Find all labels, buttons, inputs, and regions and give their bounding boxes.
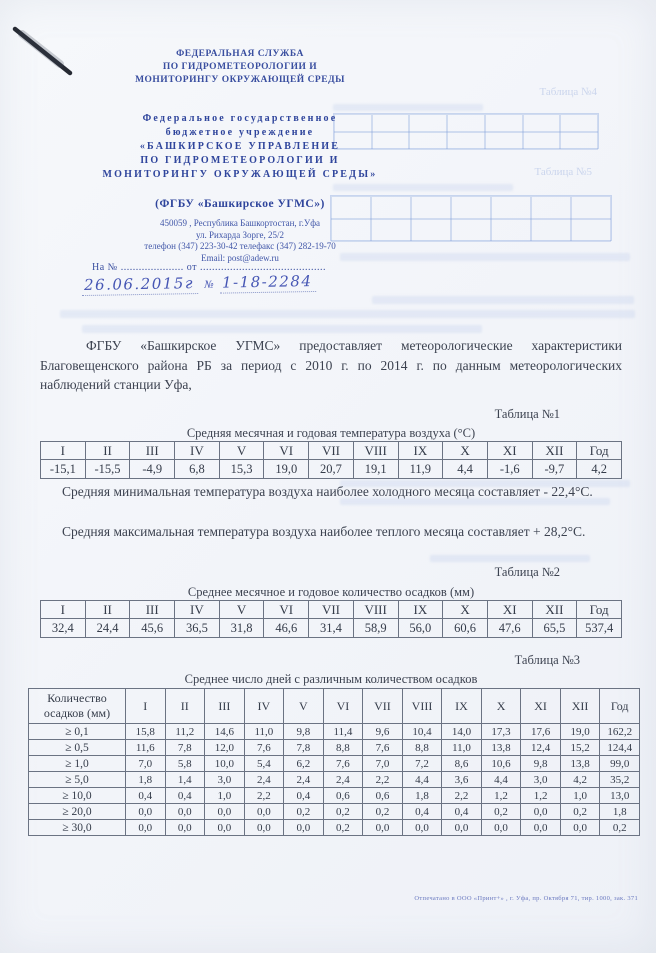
value-cell: 24,4 [85, 619, 130, 638]
letterhead-agency-line: ПО ГИДРОМЕТЕОРОЛОГИИ И [162, 62, 318, 72]
row-label-cell: ≥ 20,0 [29, 804, 126, 820]
value-cell: 19,0 [264, 460, 309, 479]
letterhead-org-abbreviation: (ФГБУ «Башкирское УГМС») [155, 198, 325, 210]
value-cell: 7,0 [363, 756, 403, 772]
month-header-cell: VI [264, 601, 309, 619]
month-header-cell: VII [309, 442, 354, 460]
value-cell: 1,8 [126, 772, 166, 788]
letterhead-address [60, 218, 420, 264]
row-label-cell: ≥ 0,1 [29, 724, 126, 740]
month-header-cell: VI [264, 442, 309, 460]
value-cell: 46,6 [264, 619, 309, 638]
value-cell: 162,2 [600, 724, 640, 740]
value-cell: 0,0 [521, 804, 561, 820]
value-cell: -15,5 [85, 460, 130, 479]
value-cell: 5,8 [165, 756, 205, 772]
month-header-cell: XI [521, 689, 561, 724]
value-cell: 11,2 [165, 724, 205, 740]
bleedthrough-line [430, 555, 590, 562]
value-cell: 2,4 [244, 772, 284, 788]
value-cell: 2,4 [323, 772, 363, 788]
month-header-cell: II [165, 689, 205, 724]
row-label-cell: ≥ 0,5 [29, 740, 126, 756]
value-cell: 99,0 [600, 756, 640, 772]
value-cell: 0,0 [284, 820, 324, 836]
value-cell: 0,4 [126, 788, 166, 804]
precipitation-days-table [28, 688, 640, 836]
month-header-cell: XI [487, 601, 532, 619]
value-cell: 3,6 [442, 772, 482, 788]
table2-caption: Среднее месячное и годовое количество осадков (мм) [187, 585, 475, 599]
value-cell: 124,4 [600, 740, 640, 756]
value-cell: 0,0 [126, 804, 166, 820]
value-cell: 17,6 [521, 724, 561, 740]
value-cell: 0,2 [600, 820, 640, 836]
number-sign: № [204, 279, 214, 291]
month-header-cell: VII [363, 689, 403, 724]
value-cell: 15,2 [560, 740, 600, 756]
month-header-cell: VI [323, 689, 363, 724]
value-cell: 11,9 [398, 460, 443, 479]
value-cell: 31,4 [309, 619, 354, 638]
value-cell: 1,2 [521, 788, 561, 804]
month-header-cell: I [41, 601, 86, 619]
value-cell: 11,0 [244, 724, 284, 740]
value-cell: 32,4 [41, 619, 86, 638]
value-cell: 0,0 [126, 820, 166, 836]
value-cell: 4,2 [577, 460, 622, 479]
table-row [29, 804, 640, 820]
intro-paragraph: ФГБУ «Башкирское УГМС» предоставляет метеорологические характеристики Благовещенского района РБ за период с 2010 г. по 2014 г. по данным метеорологических наблюдений станции Уфа, [40, 338, 622, 392]
value-cell: 0,0 [205, 804, 245, 820]
value-cell: 0,0 [205, 820, 245, 836]
value-cell: 0,0 [481, 820, 521, 836]
value-cell: 0,0 [165, 820, 205, 836]
value-cell: 13,8 [481, 740, 521, 756]
value-cell: 0,6 [323, 788, 363, 804]
value-cell: 0,0 [363, 820, 403, 836]
value-cell: 1,8 [600, 804, 640, 820]
value-cell: 31,8 [219, 619, 264, 638]
address-line: Email: post@adew.ru [201, 252, 279, 263]
month-header-cell: IV [175, 601, 220, 619]
table-row [29, 788, 640, 804]
value-cell: 11,0 [442, 740, 482, 756]
value-cell: 9,8 [284, 724, 324, 740]
value-cell: 0,4 [442, 804, 482, 820]
handwritten-date-number [82, 272, 317, 294]
value-cell: 4,4 [443, 460, 488, 479]
value-cell: 36,5 [175, 619, 220, 638]
bleedthrough-table4-label: Таблица №4 [539, 86, 597, 98]
table-row [29, 820, 640, 836]
value-cell: 65,5 [532, 619, 577, 638]
value-cell: 2,4 [284, 772, 324, 788]
value-cell: 7,6 [244, 740, 284, 756]
value-cell: 0,2 [323, 804, 363, 820]
month-header-cell: II [85, 442, 130, 460]
value-cell: 45,6 [130, 619, 175, 638]
value-row [41, 619, 622, 638]
month-header-cell: II [85, 601, 130, 619]
table-row [29, 740, 640, 756]
value-cell: 47,6 [487, 619, 532, 638]
value-cell: 2,2 [363, 772, 403, 788]
table1-label: Таблица №1 [494, 407, 560, 421]
value-cell: 13,0 [600, 788, 640, 804]
value-cell: 1,0 [560, 788, 600, 804]
value-cell: 4,4 [481, 772, 521, 788]
table-row [29, 756, 640, 772]
value-cell: 7,8 [165, 740, 205, 756]
row-label-cell: ≥ 1,0 [29, 756, 126, 772]
month-header-cell: I [41, 442, 86, 460]
value-cell: 15,3 [219, 460, 264, 479]
letterhead-agency-line: МОНИТОРИНГУ ОКРУЖАЮЩЕЙ СРЕДЫ [135, 75, 345, 85]
value-cell: 6,8 [175, 460, 220, 479]
bleedthrough-table5-label: Таблица №5 [534, 166, 592, 178]
table3-caption: Среднее число дней с различным количеством осадков [184, 672, 478, 686]
bleedthrough-line [372, 296, 634, 304]
reference-number-line: На № ..................... от .......................................... [92, 262, 326, 273]
value-cell: 7,6 [363, 740, 403, 756]
value-cell: 14,6 [205, 724, 245, 740]
month-header-cell: VIII [402, 689, 442, 724]
value-cell: 60,6 [443, 619, 488, 638]
table-row [29, 772, 640, 788]
value-cell: 8,8 [323, 740, 363, 756]
month-header-cell: VIII [353, 601, 398, 619]
address-line: 450059 , Республика Башкортостан, г.Уфа [159, 218, 321, 228]
value-cell: 537,4 [577, 619, 622, 638]
value-cell: 10,0 [205, 756, 245, 772]
header-row [29, 689, 640, 724]
month-header-cell: V [219, 442, 264, 460]
temperature-table [40, 441, 622, 479]
letterhead-org-line: МОНИТОРИНГУ ОКРУЖАЮЩЕЙ СРЕДЫ» [102, 169, 378, 180]
value-cell: 1,2 [481, 788, 521, 804]
month-header-cell: XI [487, 442, 532, 460]
value-cell: -1,6 [487, 460, 532, 479]
month-header-cell: VIII [353, 442, 398, 460]
value-cell: 20,7 [309, 460, 354, 479]
value-cell: 0,0 [442, 820, 482, 836]
value-cell: 7,2 [402, 756, 442, 772]
value-cell: 7,8 [284, 740, 324, 756]
value-cell: 0,4 [402, 804, 442, 820]
value-cell: 1,8 [402, 788, 442, 804]
value-cell: -15,1 [41, 460, 86, 479]
value-cell: 58,9 [353, 619, 398, 638]
value-cell: 0,0 [521, 820, 561, 836]
address-line: телефон (347) 223-30-42 телефакс (347) 282-19-70 [144, 241, 336, 251]
value-cell: 0,2 [560, 804, 600, 820]
value-cell: 56,0 [398, 619, 443, 638]
month-header-cell: XII [560, 689, 600, 724]
letterhead-org-line: ПО ГИДРОМЕТЕОРОЛОГИИ И [140, 155, 340, 166]
value-cell: 0,0 [244, 804, 284, 820]
precipitation-table [40, 600, 622, 638]
month-header-cell: X [481, 689, 521, 724]
value-cell: 3,0 [205, 772, 245, 788]
value-cell: 11,6 [126, 740, 166, 756]
bleedthrough-line [333, 184, 513, 191]
value-cell: 10,6 [481, 756, 521, 772]
value-cell: 13,8 [560, 756, 600, 772]
table2-label: Таблица №2 [494, 565, 560, 579]
month-header-cell: XII [532, 601, 577, 619]
row-label-cell: ≥ 30,0 [29, 820, 126, 836]
value-cell: 12,0 [205, 740, 245, 756]
value-cell: 7,6 [323, 756, 363, 772]
value-cell: 11,4 [323, 724, 363, 740]
value-cell: 19,1 [353, 460, 398, 479]
value-cell: 2,2 [442, 788, 482, 804]
month-header-cell: III [205, 689, 245, 724]
table3-label: Таблица №3 [514, 653, 580, 667]
value-cell: 4,4 [402, 772, 442, 788]
row-label-cell: ≥ 10,0 [29, 788, 126, 804]
handwritten-number: 1-18-2284 [220, 272, 317, 294]
value-cell: 0,2 [284, 804, 324, 820]
letterhead-org-line: Федеральное государственное [142, 113, 338, 124]
letterhead-organization [60, 112, 420, 182]
value-cell: 7,0 [126, 756, 166, 772]
value-cell: 1,0 [205, 788, 245, 804]
value-cell: 8,8 [402, 740, 442, 756]
value-cell: 9,8 [521, 756, 561, 772]
value-cell: 0,4 [165, 788, 205, 804]
month-header-cell: X [443, 442, 488, 460]
value-cell: 0,2 [323, 820, 363, 836]
month-header-cell: IX [398, 601, 443, 619]
value-cell: 9,6 [363, 724, 403, 740]
month-header-cell: V [219, 601, 264, 619]
month-header-cell: Год [600, 689, 640, 724]
header-row [41, 601, 622, 619]
min-temperature-note: Средняя минимальная температура воздуха наиболее холодного месяца составляет - 22,4°С. [62, 484, 593, 499]
value-cell: 8,6 [442, 756, 482, 772]
value-cell: 14,0 [442, 724, 482, 740]
value-cell: 1,4 [165, 772, 205, 788]
value-cell: 0,4 [284, 788, 324, 804]
bleedthrough-line [60, 310, 635, 318]
month-header-cell: IV [244, 689, 284, 724]
value-cell: 17,3 [481, 724, 521, 740]
print-shop-imprint: Отпечатано в ООО «Принт+» , г. Уфа, пр. Октября 71, тир. 1000, зак. 371 [414, 895, 638, 902]
value-cell: 12,4 [521, 740, 561, 756]
month-header-cell: IX [398, 442, 443, 460]
month-header-cell: III [130, 601, 175, 619]
value-cell: 2,2 [244, 788, 284, 804]
value-cell: 19,0 [560, 724, 600, 740]
month-header-cell: III [130, 442, 175, 460]
value-cell: 0,2 [363, 804, 403, 820]
letterhead-agency [60, 48, 420, 87]
value-cell: 15,8 [126, 724, 166, 740]
month-header-cell: IX [442, 689, 482, 724]
value-cell: 35,2 [600, 772, 640, 788]
value-cell: 5,4 [244, 756, 284, 772]
bleedthrough-line [82, 325, 482, 333]
value-cell: -4,9 [130, 460, 175, 479]
value-cell: 0,0 [402, 820, 442, 836]
value-cell: 3,0 [521, 772, 561, 788]
month-header-cell: XII [532, 442, 577, 460]
month-header-cell: Год [577, 442, 622, 460]
letterhead-agency-line: ФЕДЕРАЛЬНАЯ СЛУЖБА [176, 49, 304, 59]
value-cell: 0,0 [165, 804, 205, 820]
value-cell: 0,6 [363, 788, 403, 804]
month-header-cell: Год [577, 601, 622, 619]
header-row [41, 442, 622, 460]
row-label-cell: ≥ 5,0 [29, 772, 126, 788]
value-cell: 6,2 [284, 756, 324, 772]
value-cell: 10,4 [402, 724, 442, 740]
max-temperature-note: Средняя максимальная температура воздуха наиболее теплого месяца составляет + 28,2°С. [62, 524, 586, 539]
value-cell: 4,2 [560, 772, 600, 788]
month-header-cell: X [443, 601, 488, 619]
value-cell: 0,2 [481, 804, 521, 820]
handwritten-date: 26.06.2015г [82, 274, 198, 296]
bleedthrough-line [333, 104, 483, 111]
corner-header-cell: Количество осадков (мм) [29, 689, 126, 724]
month-header-cell: I [126, 689, 166, 724]
month-header-cell: IV [175, 442, 220, 460]
value-cell: 0,0 [244, 820, 284, 836]
month-header-cell: VII [309, 601, 354, 619]
letterhead-org-line: бюджетное учреждение [165, 127, 315, 138]
month-header-cell: V [284, 689, 324, 724]
value-cell: -9,7 [532, 460, 577, 479]
table1-caption: Средняя месячная и годовая температура воздуха (°С) [186, 426, 476, 440]
table-row [29, 724, 640, 740]
address-line: ул. Рихарда Зорге, 25/2 [195, 229, 285, 240]
value-row [41, 460, 622, 479]
letterhead-org-line: «БАШКИРСКОЕ УПРАВЛЕНИЕ [139, 141, 341, 152]
value-cell: 0,0 [560, 820, 600, 836]
